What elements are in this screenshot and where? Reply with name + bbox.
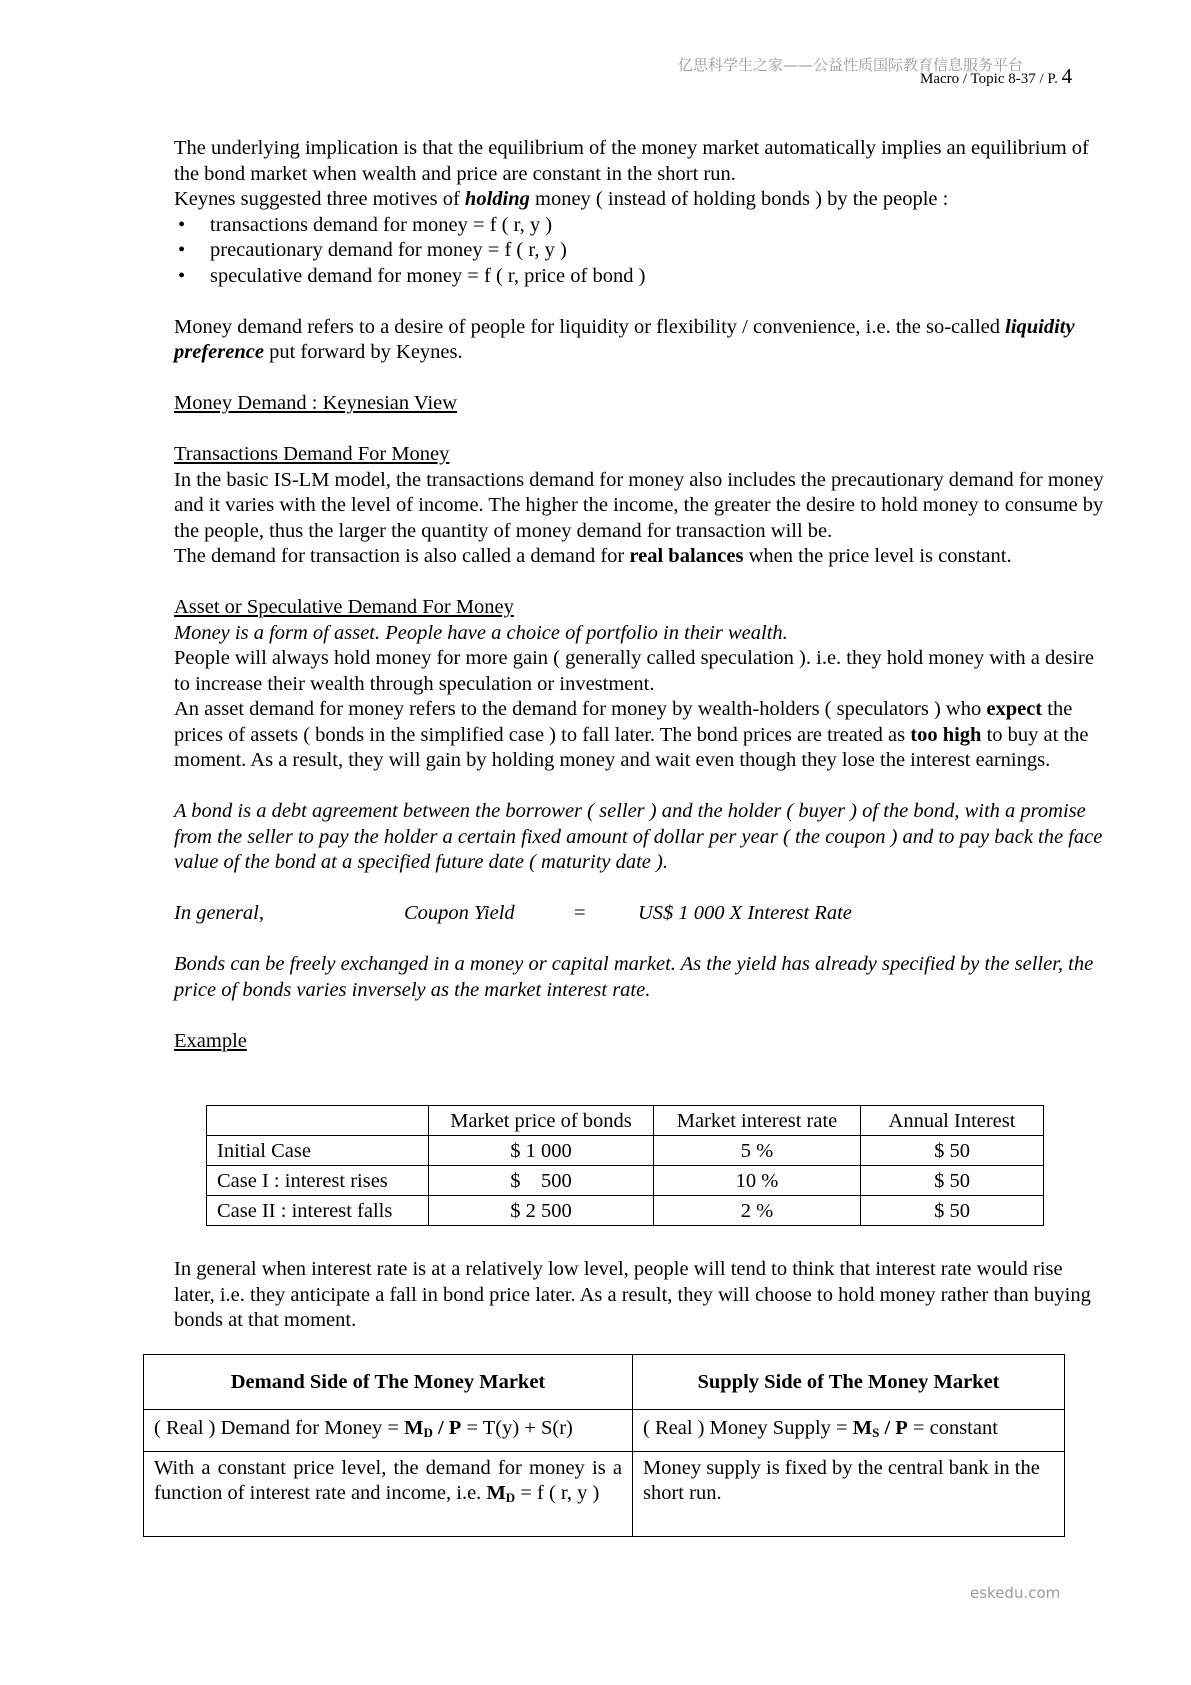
- table-cell: $ 50: [861, 1166, 1044, 1196]
- footer-site: eskedu.com: [970, 1584, 1061, 1602]
- table-header: Market price of bonds: [429, 1106, 654, 1136]
- coupon-yield-formula: [174, 901, 1104, 927]
- table-row: [207, 1166, 1044, 1196]
- supply-equation-cell: ( Real ) Money Supply = $M_S$ / P = constant: [633, 1410, 1065, 1452]
- motives-list: [174, 213, 1104, 290]
- intro-paragraph: The underlying implication is that the equilibrium of the money market automatically implies an equilibrium of the bond market when wealth and price are constant in the short run.: [174, 137, 1089, 185]
- list-item: • speculative demand for money = f ( r, price of bond ): [174, 264, 1104, 290]
- table-cell: Case II : interest falls: [207, 1196, 429, 1226]
- bond-example-table: [206, 1105, 1044, 1226]
- demand-description-cell: With a constant price level, the demand for money is a function of interest rate and income, i.e. $M_D = f$ ( r, y ): [144, 1452, 633, 1537]
- asset-demand-paragraph: An asset demand for money refers to the demand for money by wealth-holders ( speculators ) who expect the prices of assets ( bonds in the simplified case ) to fall later. The bond prices are treated as too high to buy at the moment. As a result, they will gain by holding money and wait even though they lose the interest earnings.: [174, 698, 1089, 771]
- demand-equation-cell: ( Real ) Demand for Money = $M_D / P = T(y) + S(r)$: [144, 1410, 633, 1452]
- example-heading: Example: [174, 1029, 247, 1052]
- bond-definition: A bond is a debt agreement between the borrower ( seller ) and the holder ( buyer ) of the bond, with a promise from the seller to pay the holder a certain fixed amount of dollar per year ( the coupon ) and to pay back the face value of the bond at a specified future date ( maturity date ).: [174, 800, 1103, 873]
- formula-rhs: US$ 1 000 X Interest Rate: [638, 902, 852, 924]
- table-header: Market interest rate: [654, 1106, 861, 1136]
- table-cell: 10 %: [654, 1166, 861, 1196]
- supply-side-header: Supply Side of The Money Market: [633, 1355, 1065, 1410]
- table-cell: $ 50: [861, 1136, 1044, 1166]
- table-header: Annual Interest: [861, 1106, 1044, 1136]
- table-row: [207, 1136, 1044, 1166]
- document-body: [174, 136, 1104, 1054]
- money-demand-paragraph: Money demand refers to a desire of people for liquidity or flexibility / convenience, i.e. the so-called liquidity preference put forward by Keynes.: [174, 315, 1075, 363]
- page-number: 4: [1061, 64, 1073, 88]
- table-cell: Initial Case: [207, 1136, 429, 1166]
- asset-italic-line: Money is a form of asset. People have a choice of portfolio in their wealth.: [174, 621, 788, 644]
- table-row: [144, 1410, 1065, 1452]
- page-header: [920, 64, 1072, 89]
- section-heading-transactions: Transactions Demand For Money: [174, 443, 450, 465]
- expect-term: expect: [986, 698, 1043, 720]
- real-balances-term: real balances: [629, 545, 744, 567]
- liquidity-preference-term: liquidity preference: [174, 315, 1075, 363]
- formula-lead: In general,: [174, 902, 264, 924]
- table-cell: [207, 1106, 429, 1136]
- table-cell: $ 1 000: [429, 1136, 654, 1166]
- table-header-row: [144, 1355, 1065, 1410]
- conclusion-paragraph: In general when interest rate is at a relatively low level, people will tend to think that interest rate would rise later, i.e. they anticipate a fall in bond price later. As a result, they will choose to hold money rather than buying bonds at that moment.: [174, 1258, 1091, 1331]
- demand-side-header: Demand Side of The Money Market: [144, 1355, 633, 1410]
- money-market-table: [143, 1354, 1065, 1537]
- table-cell: $ 50: [861, 1196, 1044, 1226]
- real-balances-paragraph: The demand for transaction is also called a demand for real balances when the price level is constant.: [174, 545, 1012, 567]
- formula-lhs: Coupon Yield: [404, 902, 515, 924]
- table-row: [207, 1196, 1044, 1226]
- table-cell: Case I : interest rises: [207, 1166, 429, 1196]
- transactions-paragraph: In the basic IS-LM model, the transactions demand for money also includes the precautionary demand for money and it varies with the level of income. The higher the income, the greater the desire to hold money to consume by the people, thus the larger the quantity of money demand for transaction will be.: [174, 468, 1104, 542]
- table-cell: 5 %: [654, 1136, 861, 1166]
- supply-description-cell: Money supply is fixed by the central bank in the short run.: [633, 1452, 1065, 1537]
- list-item: • precautionary demand for money = f ( r, y ): [174, 238, 1104, 264]
- bond-inverse-paragraph: Bonds can be freely exchanged in a money or capital market. As the yield has already specified by the seller, the price of bonds varies inversely as the market interest rate.: [174, 953, 1094, 1001]
- holding-emphasis: holding: [464, 188, 530, 210]
- section-heading-asset: Asset or Speculative Demand For Money: [174, 596, 514, 618]
- speculation-paragraph: People will always hold money for more gain ( generally called speculation ). i.e. they hold money with a desire to increase their wealth through speculation or investment.: [174, 647, 1094, 695]
- section-heading-keynesian: Money Demand : Keynesian View: [174, 392, 458, 414]
- keynes-motives-intro: Keynes suggested three motives of holding money ( instead of holding bonds ) by the people :: [174, 188, 949, 210]
- formula-equals: =: [574, 902, 586, 924]
- table-cell: $ 2 500: [429, 1196, 654, 1226]
- list-item: • transactions demand for money = f ( r, y ): [174, 213, 1104, 239]
- watermark-text: 亿思科学生之家——公益性质国际教育信息服务平台: [678, 56, 1024, 74]
- too-high-term: too high: [910, 723, 982, 746]
- table-cell: $ 500: [429, 1166, 654, 1196]
- table-header-row: [207, 1106, 1044, 1136]
- page-reference: Macro / Topic 8-37 / P.: [920, 71, 1058, 87]
- table-row: [144, 1452, 1065, 1537]
- table-cell: 2 %: [654, 1196, 861, 1226]
